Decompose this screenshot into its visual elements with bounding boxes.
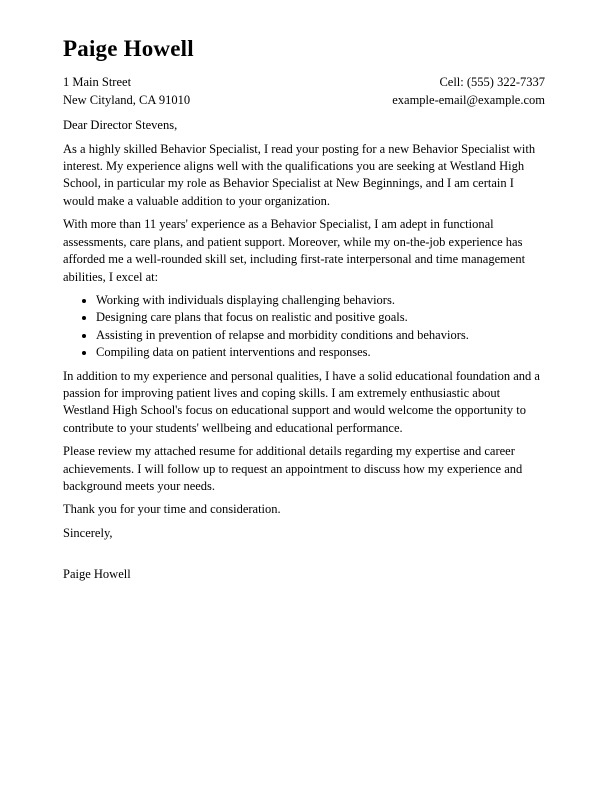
address-line-1: 1 Main Street (63, 75, 132, 90)
salutation: Dear Director Stevens, (63, 118, 178, 133)
skills-list (63, 292, 545, 362)
contact-block (392, 74, 545, 109)
list-item: • Designing care plans that focus on realistic and positive goals. (96, 309, 545, 326)
thank-you-line: Thank you for your time and consideration. (63, 502, 281, 517)
paragraph-education: In addition to my experience and personal qualities, I have a solid educational foundation and a passion for improving patient lives and coping skills. I am extremely enthusiastic about Westland High School's focus on educational support and would welcome the opportunity to contribute to your students' wellbeing and educational performance. (63, 368, 540, 435)
paragraph-intro: As a highly skilled Behavior Specialist, I read your posting for a new Behavior Specialist with interest. My experience aligns well with the qualifications you are seeking at Westland High School, in particular my role as Behavior Specialist at New Beginnings, and I am certain I would make a valuable addition to your organization. (63, 141, 536, 208)
page-title: Paige Howell (63, 36, 194, 61)
list-item: • Compiling data on patient interventions and responses. (96, 344, 545, 361)
letter-body (63, 117, 545, 583)
paragraph-followup: Please review my attached resume for additional details regarding my expertise and career achievements. I will follow up to request an appointment to discuss how my experience and background meets your needs. (63, 444, 523, 493)
address-line-2: New Cityland, CA 91010 (63, 92, 191, 107)
letter-header (63, 36, 545, 109)
list-item: • Assisting in prevention of relapse and morbidity conditions and behaviors. (96, 327, 545, 344)
address-block (63, 74, 190, 109)
email-address: example-email@example.com (392, 92, 545, 107)
closing-line: Sincerely, (63, 525, 113, 540)
signature-name: Paige Howell (63, 567, 131, 582)
paragraph-experience: With more than 11 years' experience as a Behavior Specialist, I am adept in functional assessments, care plans, and patient support. Moreover, while my on-the-job experience has afforded me a well-rounded skill set, including first-rate interpersonal and time management abilities, I excel at: (63, 217, 526, 284)
contact-row (63, 74, 545, 109)
list-item: • Working with individuals displaying challenging behaviors. (96, 292, 545, 309)
phone-number: Cell: (555) 322-7337 (439, 75, 545, 90)
